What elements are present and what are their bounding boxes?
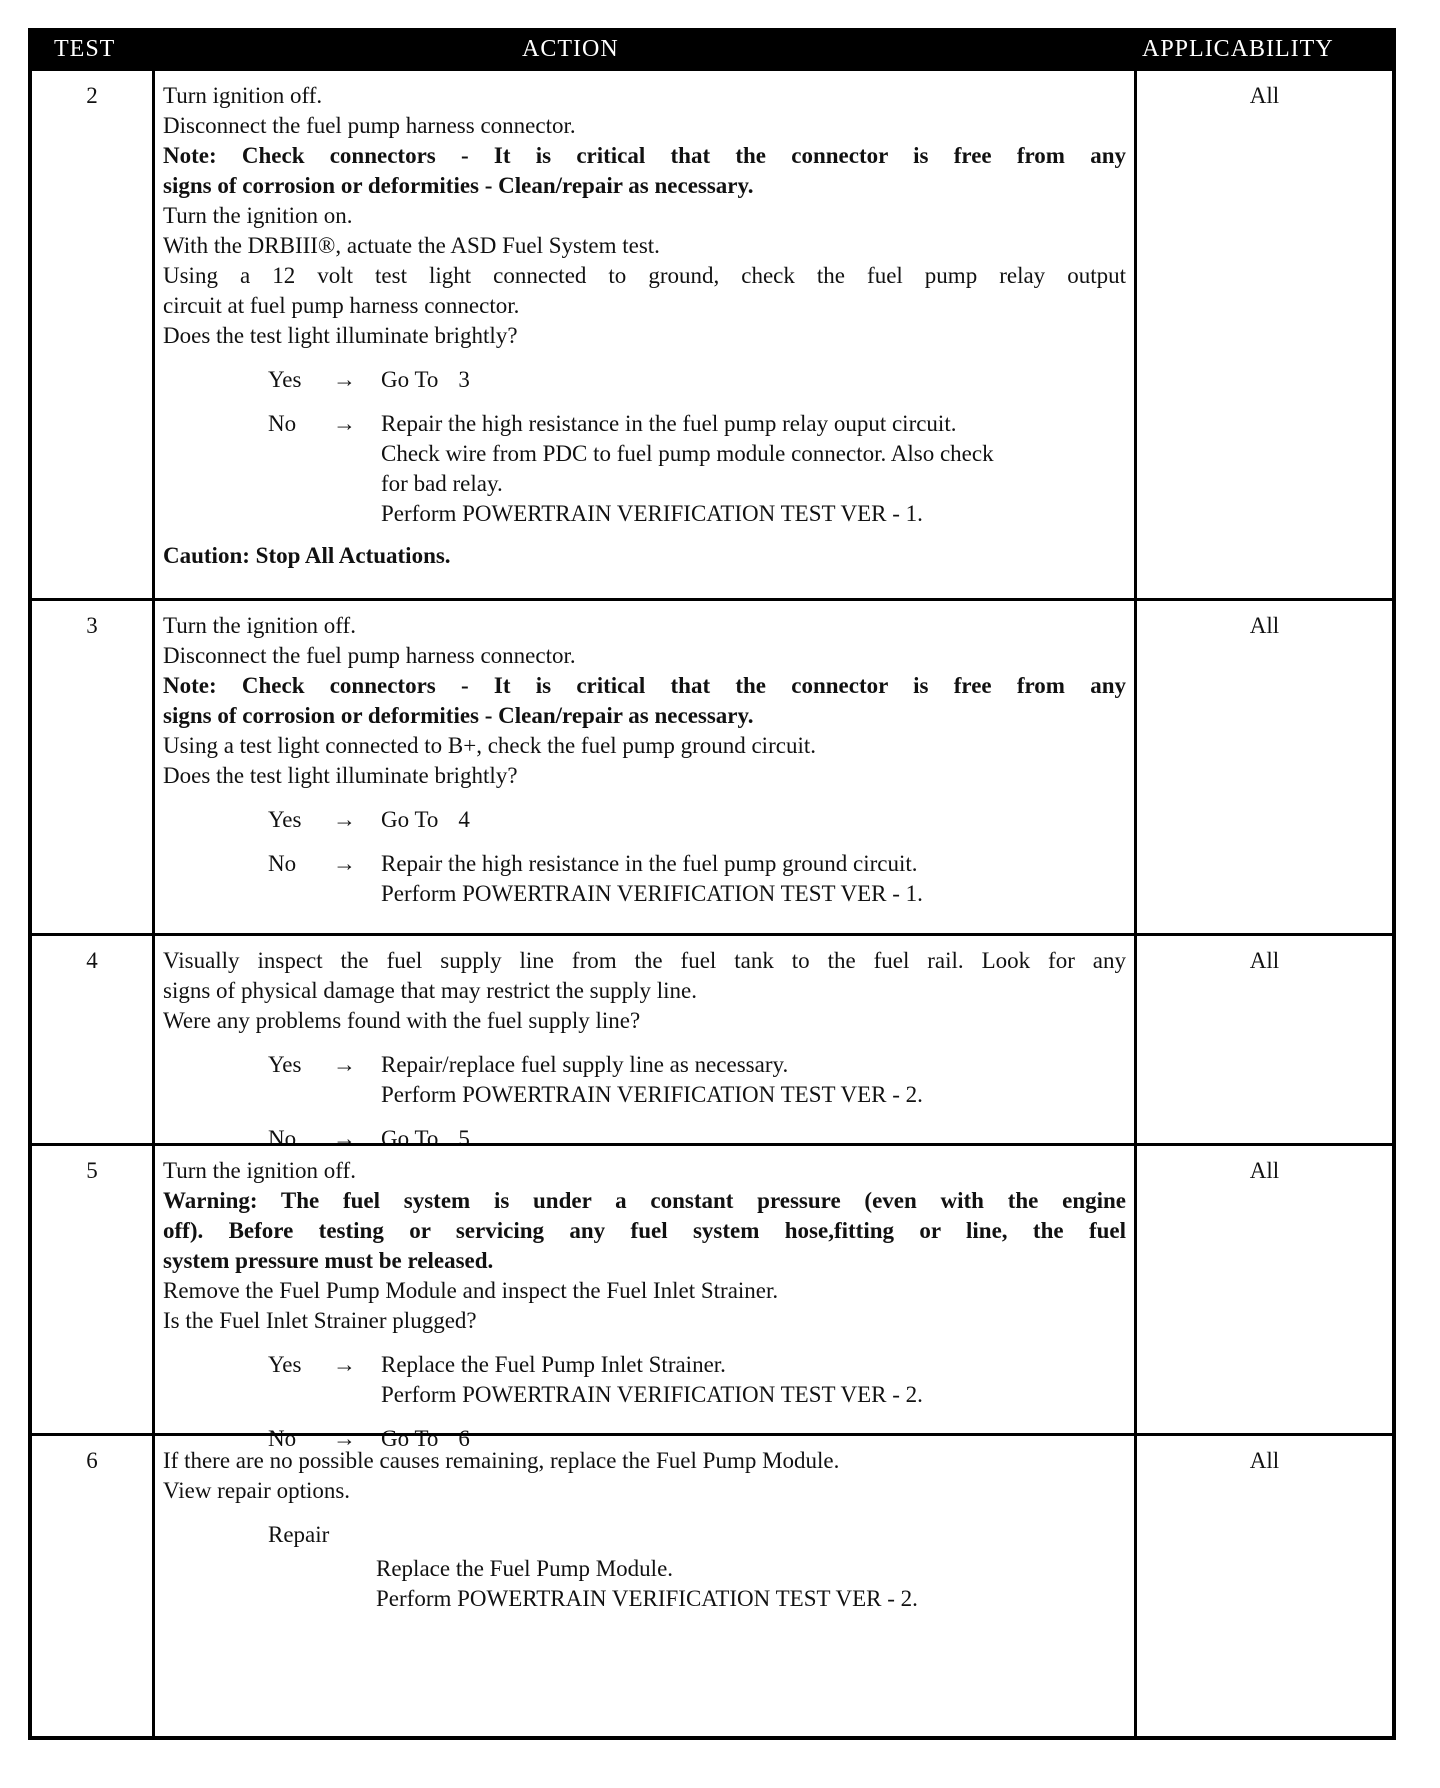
action-cell [152, 1146, 1137, 1451]
goto-link[interactable]: Go To 6 [381, 1426, 470, 1451]
action-cell [152, 936, 1137, 1151]
diagnostic-test-table [28, 28, 1396, 1740]
yes-branch [163, 365, 1126, 395]
action-cell [152, 1436, 1137, 1736]
branch-text: Check wire from PDC to fuel pump module connector. Also check [381, 441, 994, 466]
test-number: 4 [86, 948, 98, 973]
action-cell [152, 71, 1137, 598]
applicability-value: All [1249, 613, 1280, 638]
arrow-icon: → [333, 851, 356, 876]
header-applicability: APPLICABILITY [1142, 36, 1334, 62]
note-line: signs of corrosion or deformities - Clean/repair as necessary. [163, 173, 754, 198]
goto-link[interactable]: Go To 5 [381, 1126, 470, 1151]
no-branch [163, 409, 1126, 439]
action-line: Turn the ignition off. [163, 613, 356, 638]
yes-branch [163, 1350, 1126, 1380]
warning-line: off). Before testing or servicing any fuel system hose,fitting or line, the fuel [163, 1218, 1126, 1243]
branch-text: Perform POWERTRAIN VERIFICATION TEST VER - 2. [381, 1382, 923, 1407]
test-row-2 [32, 68, 1392, 598]
branch-text: Repair/replace fuel supply line as necessary. [381, 1052, 789, 1077]
branch-text: Perform POWERTRAIN VERIFICATION TEST VER - 1. [381, 501, 923, 526]
branch-text: Repair the high resistance in the fuel pump ground circuit. [381, 851, 918, 876]
test-number: 3 [86, 613, 98, 638]
no-label: No [268, 1126, 297, 1151]
warning-line: system pressure must be released. [163, 1248, 494, 1273]
question-line: Were any problems found with the fuel supply line? [163, 1008, 641, 1033]
yes-branch [163, 805, 1126, 835]
question-line: Does the test light illuminate brightly? [163, 763, 518, 788]
table-header [32, 32, 1392, 68]
applicability-value: All [1249, 948, 1280, 973]
no-branch [163, 849, 1126, 879]
branch-text: Repair the high resistance in the fuel pump relay ouput circuit. [381, 411, 957, 436]
goto-link[interactable]: Go To 3 [381, 367, 470, 392]
applicability-value: All [1249, 1448, 1280, 1473]
caution-line: Caution: Stop All Actuations. [163, 543, 451, 568]
arrow-icon: → [333, 1052, 356, 1077]
test-row-5 [32, 1143, 1392, 1451]
action-line: Disconnect the fuel pump harness connector. [163, 643, 576, 668]
arrow-icon: → [333, 411, 356, 436]
arrow-icon: → [333, 367, 356, 392]
arrow-icon: → [333, 1426, 356, 1451]
action-line: Remove the Fuel Pump Module and inspect the Fuel Inlet Strainer. [163, 1278, 779, 1303]
action-line: With the DRBIII®, actuate the ASD Fuel System test. [163, 233, 660, 258]
repair-label: Repair [268, 1522, 330, 1547]
action-line: signs of physical damage that may restrict the supply line. [163, 978, 697, 1003]
repair-text: Replace the Fuel Pump Module. [376, 1556, 674, 1581]
note-line: signs of corrosion or deformities - Clean/repair as necessary. [163, 703, 754, 728]
action-line: Turn the ignition on. [163, 203, 353, 228]
branch-text: Replace the Fuel Pump Inlet Strainer. [381, 1352, 726, 1377]
action-line: Turn ignition off. [163, 83, 323, 108]
yes-label: Yes [268, 367, 302, 392]
action-line: Disconnect the fuel pump harness connector. [163, 113, 576, 138]
action-line: View repair options. [163, 1478, 351, 1503]
no-label: No [268, 411, 297, 436]
branch-text: Perform POWERTRAIN VERIFICATION TEST VER - 2. [381, 1082, 923, 1107]
header-test: TEST [54, 36, 116, 62]
action-line: Using a test light connected to B+, check the fuel pump ground circuit. [163, 733, 816, 758]
test-row-3 [32, 598, 1392, 933]
test-row-6 [32, 1433, 1392, 1736]
test-row-4 [32, 933, 1392, 1151]
action-cell [152, 601, 1137, 933]
note-line: Note: Check connectors - It is critical that the connector is free from any [163, 143, 1126, 168]
action-line: Using a 12 volt test light connected to ground, check the fuel pump relay output [163, 263, 1126, 288]
action-line: Visually inspect the fuel supply line from the fuel tank to the fuel rail. Look for any [163, 948, 1126, 973]
test-number: 6 [86, 1448, 98, 1473]
branch-text: for bad relay. [381, 471, 503, 496]
action-line: Turn the ignition off. [163, 1158, 356, 1183]
yes-label: Yes [268, 1052, 302, 1077]
test-number: 5 [86, 1158, 98, 1183]
arrow-icon: → [333, 1126, 356, 1151]
yes-branch [163, 1050, 1126, 1080]
applicability-value: All [1249, 83, 1280, 108]
arrow-icon: → [333, 807, 356, 832]
header-action: ACTION [522, 36, 619, 62]
no-label: No [268, 1426, 297, 1451]
goto-link[interactable]: Go To 4 [381, 807, 470, 832]
arrow-icon: → [333, 1352, 356, 1377]
warning-line: Warning: The fuel system is under a constant pressure (even with the engine [163, 1188, 1126, 1213]
test-number: 2 [86, 83, 98, 108]
action-line: If there are no possible causes remaining, replace the Fuel Pump Module. [163, 1448, 840, 1473]
note-line: Note: Check connectors - It is critical that the connector is free from any [163, 673, 1126, 698]
repair-text: Perform POWERTRAIN VERIFICATION TEST VER - 2. [376, 1586, 918, 1611]
no-label: No [268, 851, 297, 876]
action-line: circuit at fuel pump harness connector. [163, 293, 520, 318]
applicability-value: All [1249, 1158, 1280, 1183]
branch-text: Perform POWERTRAIN VERIFICATION TEST VER - 1. [381, 881, 923, 906]
question-line: Does the test light illuminate brightly? [163, 323, 518, 348]
yes-label: Yes [268, 1352, 302, 1377]
question-line: Is the Fuel Inlet Strainer plugged? [163, 1308, 477, 1333]
yes-label: Yes [268, 807, 302, 832]
